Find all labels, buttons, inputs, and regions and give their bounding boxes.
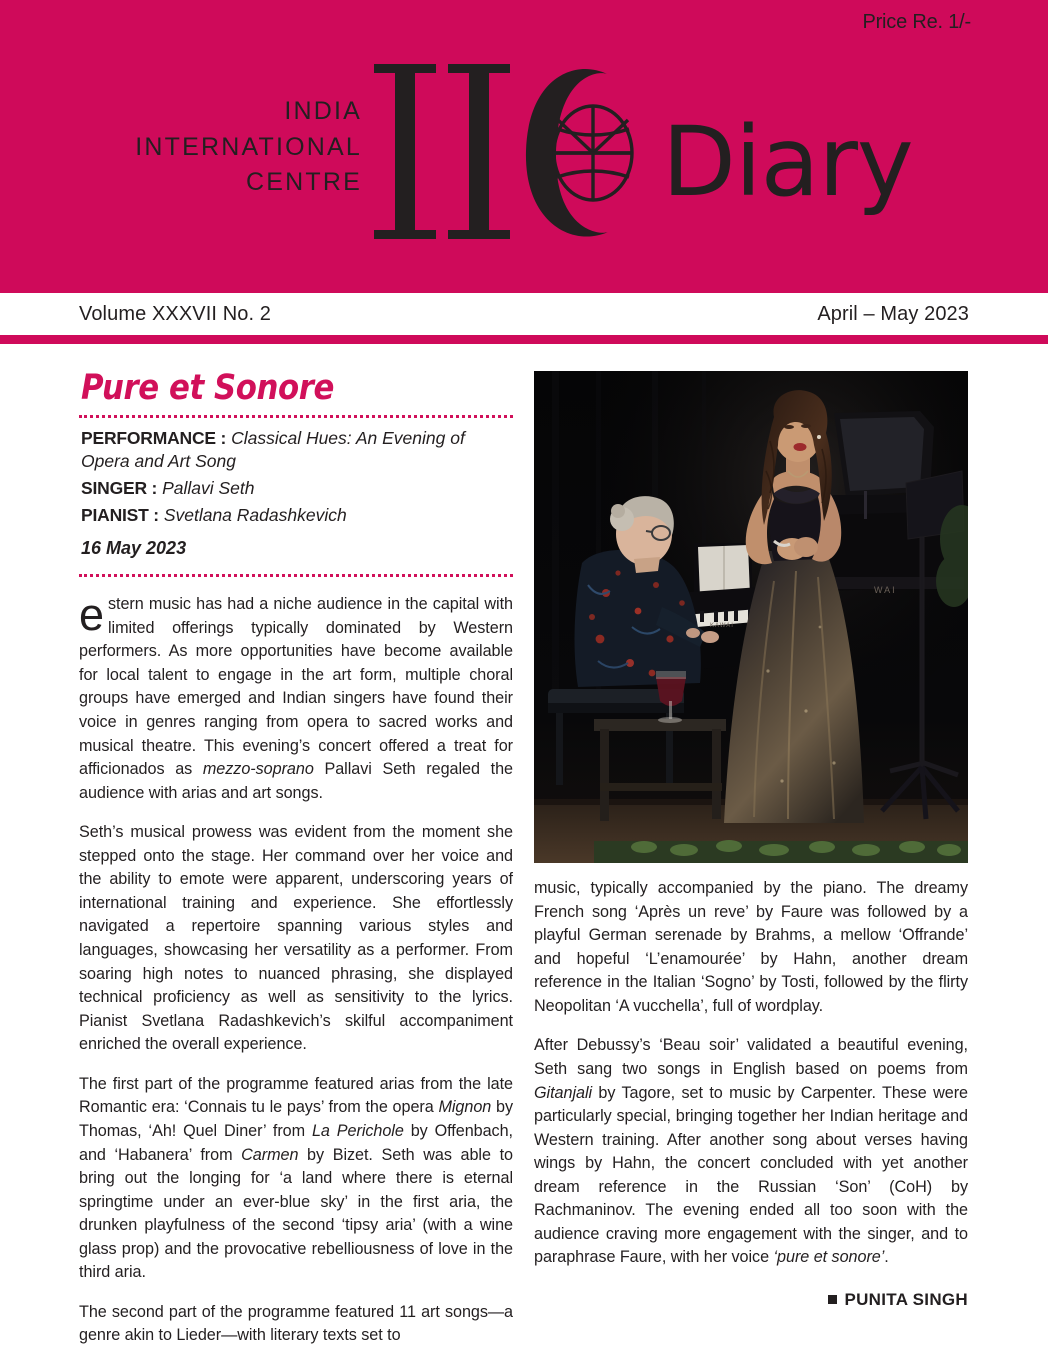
p3-italic-carmen: Carmen	[241, 1145, 299, 1164]
article-title: Pure et Sonore	[81, 368, 334, 408]
price-label: Price Re. 1/-	[862, 11, 971, 33]
issue-date: April – May 2023	[817, 302, 969, 325]
event-date: 16 May 2023	[81, 538, 187, 559]
performance-label: PERFORMANCE :	[81, 428, 227, 448]
p3-italic-la-perichole: La Perichole	[311, 1121, 404, 1140]
p1-text-b: Pallavi Seth regaled the audience with arias and art songs.	[79, 760, 513, 802]
iic-monogram	[368, 58, 668, 248]
p3-text-a: The first part of the programme featured arias from the late Romantic era: ‘Connais tu le pays’ from the opera	[79, 1074, 513, 1117]
two-column-layout	[79, 344, 969, 1345]
volume-number: Volume XXXVII No. 2	[79, 302, 271, 325]
paragraph-2: Seth’s musical prowess was evident from the moment she stepped onto the stage. Her command over her voice and the ability to emote were apparent, underscoring years of international training and experience. She effortlessly navigated a repertoire spanning various styles and languages, showcasing her versatility as a performer. From soaring high notes to nuanced phrasing, she displayed technical proficiency as well as sensitivity to the lyrics. Pianist Svetlana Radashkevich’s skilful accompaniment enriched the overall experience.	[79, 823, 513, 1054]
pianist-value: Svetlana Radashkevich	[163, 505, 347, 526]
author-byline	[534, 1290, 968, 1310]
org-line-international: INTERNATIONAL	[135, 132, 363, 161]
p3-text-b: by Thomas, ‘Ah! Quel Diner’ from	[79, 1098, 513, 1140]
magenta-divider-rule	[0, 335, 1048, 344]
byline-square-icon	[828, 1295, 837, 1304]
p1-italic-mezzo: mezzo-soprano	[202, 760, 314, 779]
p6-text-c: .	[884, 1248, 889, 1267]
byline-name: PUNITA SINGH	[844, 1290, 968, 1309]
org-line-centre: CENTRE	[246, 168, 363, 196]
paragraph-4: The second part of the programme featured 11 art songs—a genre akin to Lieder—with literary texts set to	[79, 1302, 513, 1345]
credit-performance	[81, 427, 513, 473]
article-credits	[79, 418, 513, 574]
performance-photo	[534, 371, 968, 863]
credit-singer	[81, 477, 513, 500]
masthead	[0, 0, 1048, 293]
singer-value: Pallavi Seth	[162, 478, 255, 499]
svg-text:KAWAI: KAWAI	[710, 623, 734, 629]
page-content	[0, 344, 1048, 1345]
volume-bar	[0, 293, 1048, 335]
p1-text-a: estern music has had a niche audience in the capital with limited offerings typically dominated by Western performers. As more opportunities have become available for local talent to engage in the art form, multiple choral groups have emerged and Indian singers have found their voice in genres ranging from opera to sacred works and musical theatre. This evening’s concert offered a treat for afficionados as	[79, 589, 513, 779]
singer-label: SINGER :	[81, 478, 158, 499]
performance-value: Classical Hues: An Evening of Opera and Art Song	[81, 428, 465, 472]
p3-text-c: by Offenbach, and ‘Habanera’ from	[79, 1121, 514, 1164]
svg-text:WAI: WAI	[874, 585, 897, 595]
p6-italic-gitanjali: Gitanjali	[534, 1083, 593, 1102]
dotted-rule-bottom	[79, 574, 513, 577]
p3-italic-mignon: Mignon	[438, 1098, 492, 1117]
diary-wordmark: Diary	[662, 106, 913, 218]
pianist-label: PIANIST :	[81, 505, 159, 526]
credit-pianist	[81, 504, 513, 527]
p3-text-d: by Bizet. Seth was able to bring out the longing for ‘a land where there is eternal springtime under an ever-blue sky’ in the first aria, the drunken playfulness of the second ‘tipsy aria’ (with a wine glass prop) and the provocative rebelliousness of love in the third aria.	[79, 1145, 513, 1282]
paragraph-3	[79, 1073, 513, 1285]
right-column	[534, 371, 968, 1312]
iic-diary-logo	[0, 58, 1048, 248]
paragraph-6	[534, 1034, 968, 1270]
paragraph-5: music, typically accompanied by the piano. The dreamy French song ‘Après un reve’ by Faure was followed by a playful German serenade by Brahms, a mellow ‘Offrande’ and hopeful ‘L’enamourée’ by Hahn, another dream reference in the Italian ‘Sogno’ by Tosti, followed by the flirty Neopolitan ‘A vucchella’, full of wordplay.	[534, 879, 968, 1015]
organisation-name	[135, 58, 362, 201]
p6-text-b: by Tagore, set to music by Carpenter. These were particularly special, bringing together her Indian heritage and Western training. After another song about verses having wings by Hahn, the concert concluded with yet another dream reference in the Russian ‘Son’ (CoH) by Rachmaninov. The evening ended all too soon with the audience craving more engagement with the singer, and to paraphrase Faure, with her voice	[534, 1083, 968, 1267]
p6-text-a: After Debussy’s ‘Beau soir’ validated a beautiful evening, Seth sang two songs in English based on poems from	[534, 1036, 968, 1078]
paragraph-1	[79, 589, 513, 805]
p6-italic-pure-et-sonore: ‘pure et sonore’	[773, 1248, 885, 1267]
org-line-india: INDIA	[284, 97, 363, 125]
left-column	[79, 368, 514, 1345]
